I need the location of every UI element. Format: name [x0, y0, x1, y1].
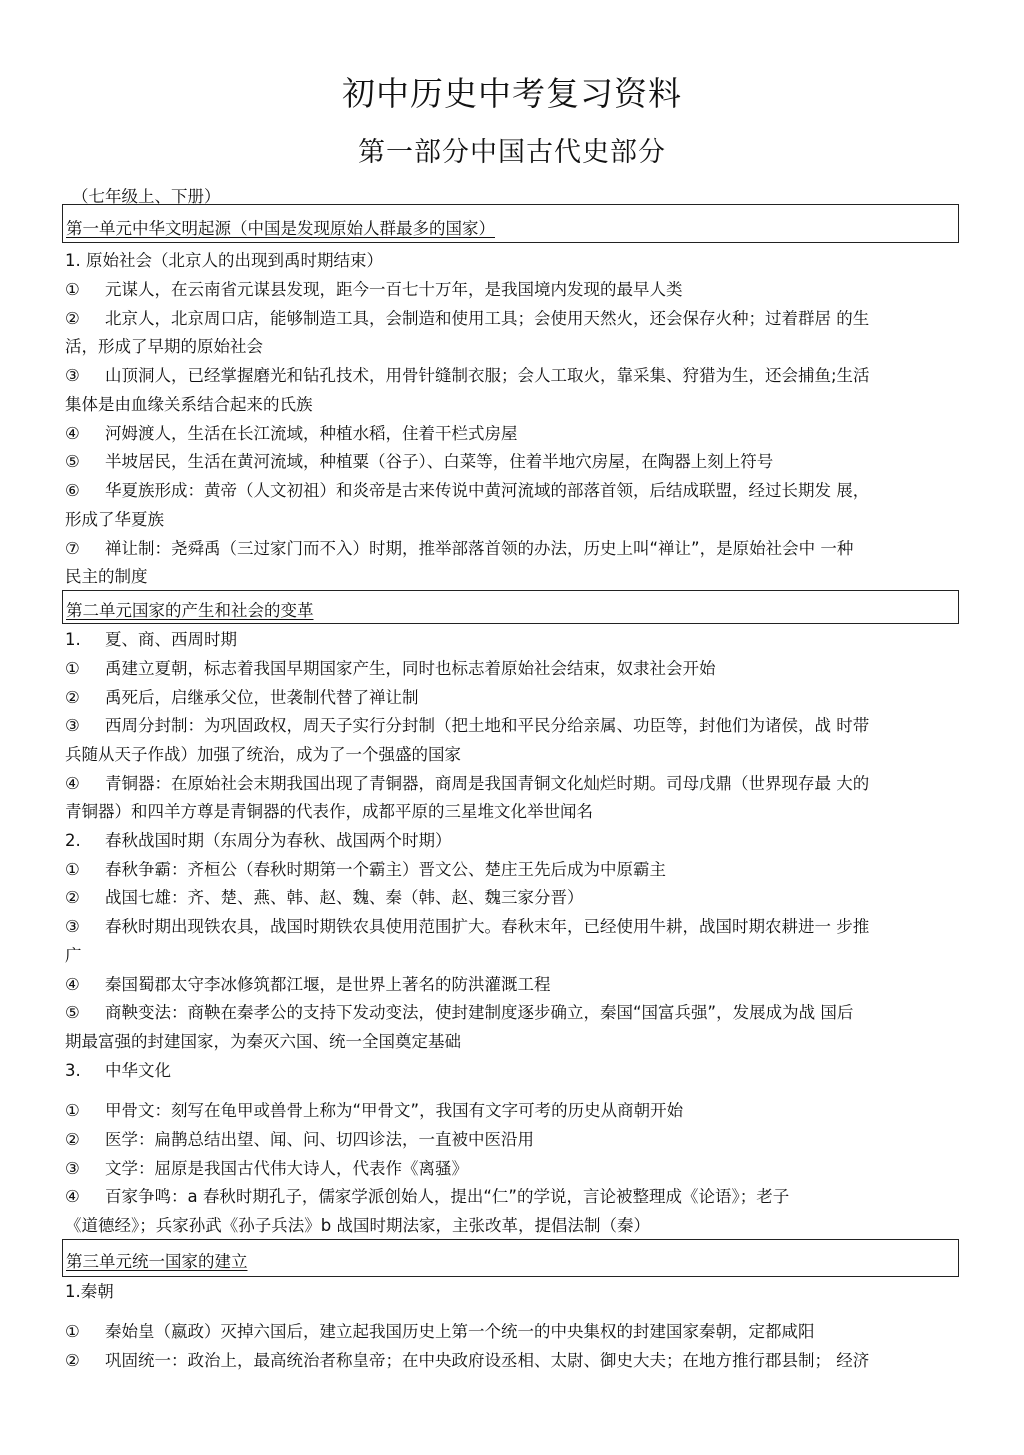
list-item: ③ 春秋时期出现铁农具，战国时期铁农具使用范围扩大。春秋末年，已经使用牛耕，战国时期农耕进一 步推: [65, 917, 870, 936]
list-item-continuation: 集体是由血缘关系结合起来的氏族: [65, 395, 313, 414]
list-item-continuation: 兵随从天子作战）加强了统治，成为了一个强盛的国家: [65, 745, 461, 764]
list-item: ② 医学：扁鹊总结出望、闻、问、切四诊法，一直被中医沿用: [65, 1130, 534, 1149]
document-subtitle: 第一部分中国古代史部分: [358, 137, 666, 168]
unit1-heading-box: [62, 204, 959, 243]
list-item: ⑤ 半坡居民，生活在黄河流域，种植粟（谷子）、白菜等，住着半地穴房屋，在陶器上刻上符号: [65, 452, 774, 471]
list-item: ④ 秦国蜀郡太守李冰修筑都江堰，是世界上著名的防洪灌溉工程: [65, 975, 551, 994]
list-item: ⑦ 禅让制：尧舜禹（三过家门而不入）时期，推举部落首领的办法，历史上叫“禅让”，是原始社会中 一种: [65, 539, 854, 558]
list-item-continuation: 广: [65, 946, 82, 965]
document-title: 初中历史中考复习资料: [342, 74, 682, 113]
list-item: ② 巩固统一：政治上，最高统治者称皇帝；在中央政府设丞相、太尉、御史大夫；在地方推行郡县制； 经济: [65, 1351, 870, 1370]
list-item-continuation: 活，形成了早期的原始社会: [65, 337, 263, 356]
list-item: ② 禹死后，启继承父位，世袭制代替了禅让制: [65, 688, 419, 707]
list-item-continuation: 《道德经》；兵家孙武《孙子兵法》b 战国时期法家，主张改革，提倡法制（秦）: [65, 1216, 650, 1235]
unit1-heading: 第一单元中华文明起源（中国是发现原始人群最多的国家）: [66, 219, 495, 238]
list-item: ⑥ 华夏族形成：黄帝（人文初祖）和炎帝是古来传说中黄河流域的部落首领，后结成联盟，经过长期发 展，: [65, 481, 870, 500]
unit2-heading-box: [62, 590, 959, 624]
list-item: ① 春秋争霸：齐桓公（春秋时期第一个霸主）晋文公、楚庄王先后成为中原霸主: [65, 860, 666, 879]
unit2-section-2: 2. 春秋战国时期（东周分为春秋、战国两个时期）: [65, 831, 452, 850]
list-item: ② 北京人，北京周口店，能够制造工具，会制造和使用工具；会使用天然火，还会保存火种；过着群居 的生: [65, 309, 870, 328]
list-item: ② 战国七雄：齐、楚、燕、韩、赵、魏、秦（韩、赵、魏三家分晋）: [65, 888, 584, 907]
unit2-section-3: 3. 中华文化: [65, 1061, 171, 1080]
list-item: ④ 青铜器：在原始社会末期我国出现了青铜器，商周是我国青铜文化灿烂时期。司母戊鼎（世界现存最 大的: [65, 774, 870, 793]
list-item: ① 甲骨文：刻写在龟甲或兽骨上称为“甲骨文”，我国有文字可考的历史从商朝开始: [65, 1101, 684, 1120]
list-item-continuation: 民主的制度: [65, 567, 148, 586]
list-item-continuation: 形成了华夏族: [65, 510, 164, 529]
unit3-section-1: 1.秦朝: [65, 1282, 114, 1301]
list-item: ① 禹建立夏朝，标志着我国早期国家产生，同时也标志着原始社会结束，奴隶社会开始: [65, 659, 716, 678]
list-item: ① 秦始皇（嬴政）灭掉六国后，建立起我国历史上第一个统一的中央集权的封建国家秦朝，定都咸阳: [65, 1322, 815, 1341]
unit2-heading: 第二单元国家的产生和社会的变革: [66, 601, 314, 620]
list-item: ③ 文学：屈原是我国古代伟大诗人，代表作《离骚》: [65, 1159, 468, 1178]
unit1-section-1: 1. 原始社会（北京人的出现到禹时期结束）: [65, 251, 383, 270]
list-item: ① 元谋人，在云南省元谋县发现，距今一百七十万年，是我国境内发现的最早人类: [65, 280, 683, 299]
list-item-continuation: 期最富强的封建国家，为秦灭六国、统一全国奠定基础: [65, 1032, 461, 1051]
list-item: ③ 西周分封制：为巩固政权，周天子实行分封制（把土地和平民分给亲属、功臣等，封他们为诸侯，战 时带: [65, 716, 870, 735]
list-item: ④ 百家争鸣：a 春秋时期孔子，儒家学派创始人，提出“仁”的学说，言论被整理成《论语》；老子: [65, 1187, 790, 1206]
grade-note: （七年级上、下册）: [72, 187, 221, 206]
unit3-heading: 第三单元统一国家的建立: [66, 1252, 248, 1271]
list-item: ④ 河姆渡人，生活在长江流域，种植水稻，住着干栏式房屋: [65, 424, 518, 443]
unit3-heading-box: [62, 1239, 959, 1277]
list-item: ③ 山顶洞人，已经掌握磨光和钻孔技术，用骨针缝制衣服；会人工取火，靠采集、狩猎为生，还会捕鱼;生活: [65, 366, 870, 385]
list-item: ⑤ 商鞅变法：商鞅在秦孝公的支持下发动变法，使封建制度逐步确立，秦国“国富兵强”，发展成为战 国后: [65, 1003, 854, 1022]
unit2-section-1: 1. 夏、商、西周时期: [65, 630, 237, 649]
list-item-continuation: 青铜器）和四羊方尊是青铜器的代表作，成都平原的三星堆文化举世闻名: [65, 802, 593, 821]
